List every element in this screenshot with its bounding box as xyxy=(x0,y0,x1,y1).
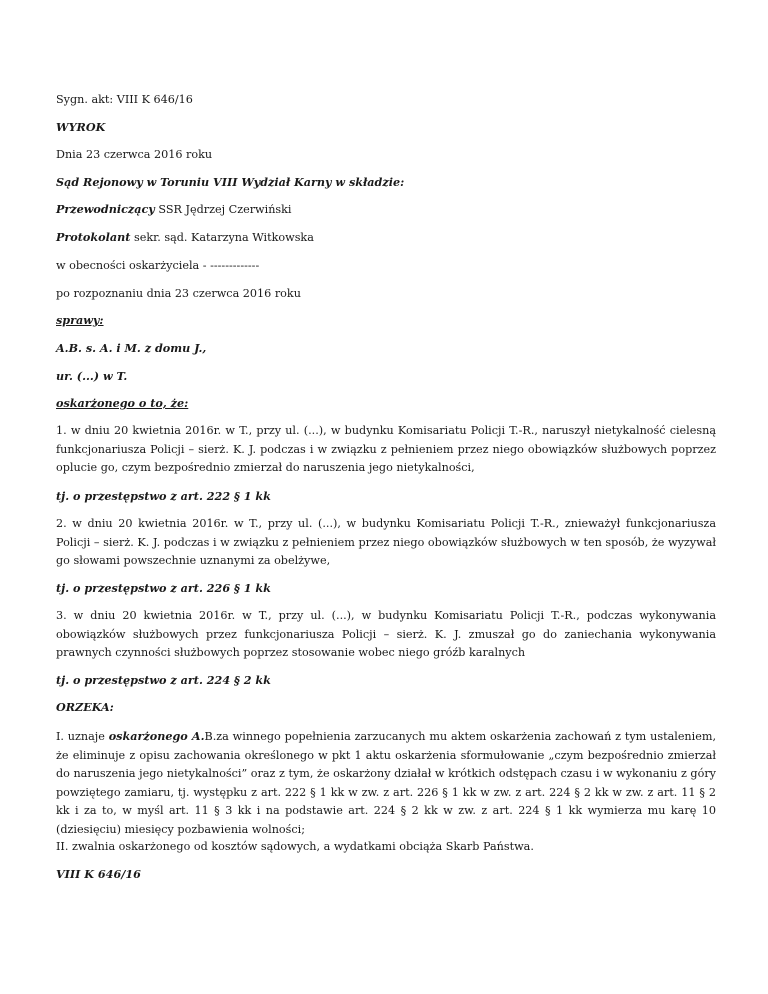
clerk-line xyxy=(56,229,314,246)
presiding-name: SSR Jędrzej Czerwiński xyxy=(154,203,292,216)
clerk-label: Protokolant xyxy=(56,230,131,244)
ruling-1-prefix: I. uznaje xyxy=(56,730,109,743)
ruling-1-accused: oskarżonego A. xyxy=(108,729,205,743)
charge-1-text: 1. w dniu 20 kwietnia 2016r. w T., przy ul. (...), w budynku Komisariatu Policji T.-R., naruszył nietykalność cielesną funkcjonariusza Policji – sierż. K. J. podczas i w związku z pełnieniem przez niego obowiązków służbowych poprzez oplucie go, czym bezpośrednio zmierzał do naruszenia jego nietykalności, xyxy=(56,424,716,474)
clerk-name: sekr. sąd. Katarzyna Witkowska xyxy=(130,231,314,244)
date-line: Dnia 23 czerwca 2016 roku xyxy=(56,148,213,161)
charge-3-text: 3. w dniu 20 kwietnia 2016r. w T., przy ul. (...), w budynku Komisariatu Policji T.-R., podczas wykonywania obowiązków służbowych przez funkcjonariusza Policji – sierż. K. J. zmuszał go do zaniechania wykonywania prawnych czynności służbowych poprzez stosowanie wobec niego gróźb karalnych xyxy=(56,609,716,659)
accused-birth: ur. (...) w T. xyxy=(56,369,128,383)
charge-2-text: 2. w dniu 20 kwietnia 2016r. w T., przy ul. (...), w budynku Komisariatu Policji T.-R., znieważył funkcjonariusza Policji – sierż. K. J. podczas i w związku z pełnieniem przez niego obowiązków służbowych w ten sposób, że wyzywał go słowami powszechnie uznanymi za obelżywe, xyxy=(56,517,716,567)
charge-3-qualification: tj. o przestępstwo z art. 224 § 2 kk xyxy=(56,673,271,687)
ruling-item-2: II. zwalnia oskarżonego od kosztów sądowych, a wydatkami obciąża Skarb Państwa. xyxy=(56,840,534,853)
ruling-1-text: B.za winnego popełnienia zarzucanych mu aktem oskarżenia zachowań z tym ustaleniem, że eliminuje z opisu zachowania określonego w pkt 1 aktu oskarżenia sformułowanie „czym bezpośrednio zmierzał do naruszenia jego nietykalności” oraz z tym, że oskarżony działał w krótkich odstępach czasu i w wykonaniu z góry powziętego zamiaru, tj. występku z art. 222 § 1 kk w zw. z art. 226 § 1 kk w zw. z art. 224 § 2 kk w zw. z art. 11 § 2 kk i za to, w myśl art. 11 § 3 kk i na podstawie art. 224 § 2 kk w zw. z art. 224 § 1 kk wymierza mu karę 10 (dziesięciu) miesięcy pozbawienia wolności; xyxy=(56,730,717,836)
court-composition: Sąd Rejonowy w Toruniu VIII Wydział Karny w składzie: xyxy=(56,175,405,189)
footer-case-number: VIII K 646/16 xyxy=(56,867,141,881)
charge-heading: oskarżonego o to, że: xyxy=(56,396,189,410)
charge-2-qualification: tj. o przestępstwo z art. 226 § 1 kk xyxy=(56,581,271,595)
presiding-judge-line xyxy=(56,201,292,218)
prosecutor-line: w obecności oskarżyciela - ------------- xyxy=(56,259,260,272)
ruling-heading: ORZEKA: xyxy=(56,700,114,714)
charge-1-qualification: tj. o przestępstwo z art. 222 § 1 kk xyxy=(56,489,271,503)
case-number: Sygn. akt: VIII K 646/16 xyxy=(56,93,193,106)
accused-name: A.B. s. A. i M. z domu J., xyxy=(56,341,207,355)
ruling-item-1 xyxy=(56,727,716,839)
case-heading: sprawy: xyxy=(56,313,104,327)
document-title: WYROK xyxy=(56,120,106,134)
presiding-label: Przewodniczący xyxy=(56,202,155,216)
hearing-line: po rozpoznaniu dnia 23 czerwca 2016 roku xyxy=(56,287,301,300)
